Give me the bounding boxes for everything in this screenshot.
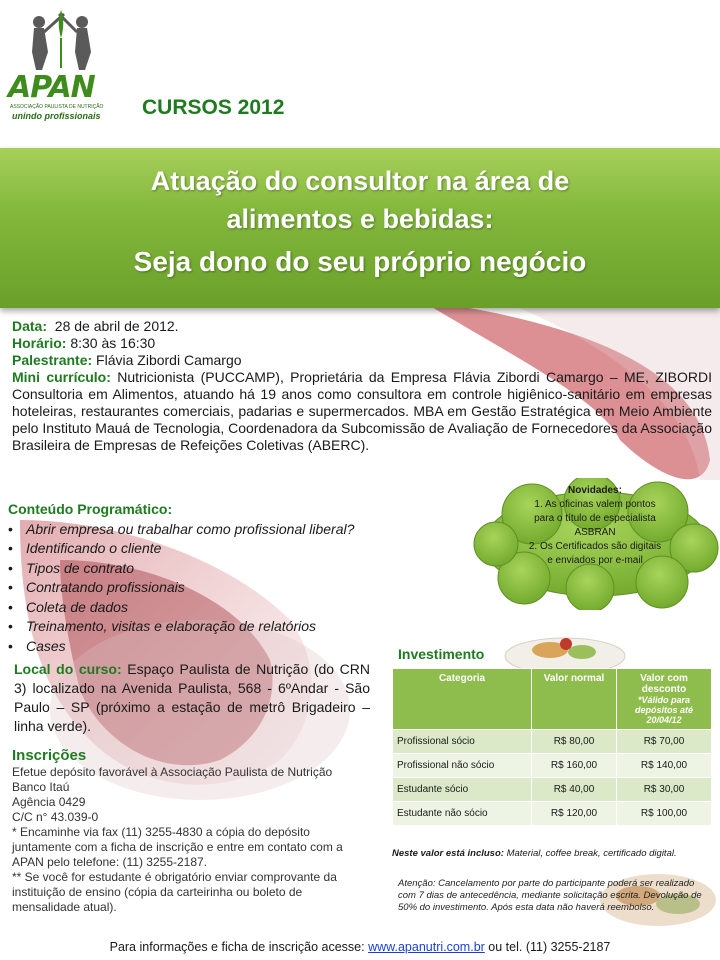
website-link[interactable]: www.apanutri.com.br xyxy=(368,940,485,954)
investment-title: Investimento xyxy=(398,646,485,662)
novidades-title: Novidades: xyxy=(568,485,622,496)
cell-discount: R$ 100,00 xyxy=(617,802,712,826)
list-item: • Tipos de contrato xyxy=(8,559,408,579)
registration-line: ** Se você for estudante é obrigatório enviar comprovante da instituição de ensino (cópia da carteirinha ou boleto de mensalidade atual). xyxy=(12,870,337,914)
list-item: • Coleta de dados xyxy=(8,598,408,618)
registration-title: Inscrições xyxy=(12,747,87,764)
logo-figures-icon xyxy=(4,8,114,72)
cell-normal: R$ 120,00 xyxy=(532,802,617,826)
pricing-table xyxy=(392,668,712,826)
discount-header-label: Valor com desconto xyxy=(640,673,688,695)
cell-category: Estudante não sócio xyxy=(393,802,532,826)
time-label: Horário: xyxy=(12,335,67,351)
table-row xyxy=(393,778,712,802)
footer xyxy=(0,940,720,954)
table-row xyxy=(393,802,712,826)
date-label: Data: xyxy=(12,318,48,334)
table-header-row xyxy=(393,669,712,730)
cell-discount: R$ 30,00 xyxy=(617,778,712,802)
cell-category: Estudante sócio xyxy=(393,778,532,802)
footer-prefix: Para informações e ficha de inscrição acesse: xyxy=(109,940,365,954)
date-value: 28 de abril de 2012. xyxy=(54,318,179,334)
registration-section xyxy=(12,748,372,915)
registration-line: C/C n° 43.039-0 xyxy=(12,810,99,824)
cv-value: Nutricionista (PUCCAMP), Proprietária da Empresa Flávia Zibordi Camargo – ME, ZIBORDI Consultoria em Alimentos, atuando há 19 anos como consultora em controle higiênico-sanitário em empresas hoteleiras, restaurantes comerciais, padarias e supermercados. MBA em Gestão Estratégica em Meio Ambiente pelo Instituto Mauá de Tecnologia, Coordenadora da Subcomissão de Avaliação de Fornecedores da Associação Brasileira de Empresas de Refeições Coletivas (ABERC). xyxy=(12,369,713,453)
novidades-text xyxy=(476,484,714,568)
list-item: • Treinamento, visitas e elaboração de relatórios xyxy=(8,617,408,637)
apan-logo xyxy=(4,8,116,124)
novidades-line: ASBRAN xyxy=(574,527,616,538)
list-item: • Abrir empresa ou trabalhar como profissional liberal? xyxy=(8,520,408,540)
banner-title-line2: alimentos e bebidas: xyxy=(226,204,494,234)
novidades-line: 2. Os Certificados são digitais xyxy=(528,541,662,552)
included-label: Neste valor está incluso: xyxy=(392,848,504,859)
time-row xyxy=(12,335,712,352)
registration-line: * Encaminhe via fax (11) 3255-4830 a cópia do depósito juntamente com a ficha de inscrição e entre em contato com a APAN pelo telefone: (11) 3255-2187. xyxy=(12,825,343,869)
novidades-line: 1. As oficinas valem pontos xyxy=(534,499,656,510)
cursos-heading: CURSOS 2012 xyxy=(142,96,285,119)
discount-header-note: *Válido para depósitos até 20/04/12 xyxy=(634,695,693,725)
cell-normal: R$ 160,00 xyxy=(532,754,617,778)
registration-line: Agência 0429 xyxy=(12,795,86,809)
registration-line: Banco Itaú xyxy=(12,780,70,794)
title-banner xyxy=(0,148,720,308)
time-value: 8:30 às 16:30 xyxy=(70,335,156,351)
cell-category: Profissional sócio xyxy=(393,730,532,754)
list-item: • Cases xyxy=(8,637,408,657)
cell-normal: R$ 80,00 xyxy=(532,730,617,754)
speaker-row xyxy=(12,352,712,369)
cell-discount: R$ 140,00 xyxy=(617,754,712,778)
cv-label: Mini currículo: xyxy=(12,369,111,385)
list-item: • Contratando profissionais xyxy=(8,578,408,598)
cell-normal: R$ 40,00 xyxy=(532,778,617,802)
speaker-value: Flávia Zibordi Camargo xyxy=(96,352,242,368)
program-list xyxy=(8,520,408,657)
location-label: Local do curso: xyxy=(14,661,122,677)
footer-suffix: ou tel. (11) 3255-2187 xyxy=(488,940,611,954)
cv-row xyxy=(12,369,712,454)
cancellation-note: Atenção: Cancelamento por parte do participante poderá ser realizado com 7 dias de antecedência, mediante solicitação escrita. Devolução de 50% do investimento. Após esta data não haverá reembolso. xyxy=(398,878,702,913)
date-row xyxy=(12,318,712,335)
banner-title-line1: Atuação do consultor na área de xyxy=(150,166,570,196)
table-row xyxy=(393,754,712,778)
program-section xyxy=(8,500,408,656)
location-section xyxy=(14,660,370,736)
novidades-line: e enviados por e-mail xyxy=(547,555,643,566)
logo-tagline: unindo profissionais xyxy=(12,111,101,121)
cell-category: Profissional não sócio xyxy=(393,754,532,778)
table-row xyxy=(393,730,712,754)
novidades-line: para o título de especialista xyxy=(534,513,656,524)
col-header-normal: Valor normal xyxy=(532,669,617,730)
list-item: • Identificando o cliente xyxy=(8,539,408,559)
course-info xyxy=(12,318,712,454)
col-header-discount xyxy=(617,669,712,730)
banner-subtitle: Seja dono do seu próprio negócio xyxy=(133,246,587,277)
program-title: Conteúdo Programático: xyxy=(8,501,173,517)
included-note xyxy=(392,848,718,859)
registration-line: Efetue depósito favorável à Associação Paulista de Nutrição xyxy=(12,765,333,779)
logo-wordmark: APAN xyxy=(8,70,95,105)
included-value: Material, coffee break, certificado digital. xyxy=(506,848,677,859)
col-header-category: Categoria xyxy=(393,669,532,730)
logo-subtitle: ASSOCIAÇÃO PAULISTA DE NUTRIÇÃO xyxy=(10,104,104,110)
location-value: Espaço Paulista de Nutrição (do CRN 3) localizado na Avenida Paulista, 568 - 6ºAndar - São Paulo – SP (próximo a estação de metrô Brigadeiro – linha verde). xyxy=(14,661,371,734)
speaker-label: Palestrante: xyxy=(12,352,93,368)
cell-discount: R$ 70,00 xyxy=(617,730,712,754)
